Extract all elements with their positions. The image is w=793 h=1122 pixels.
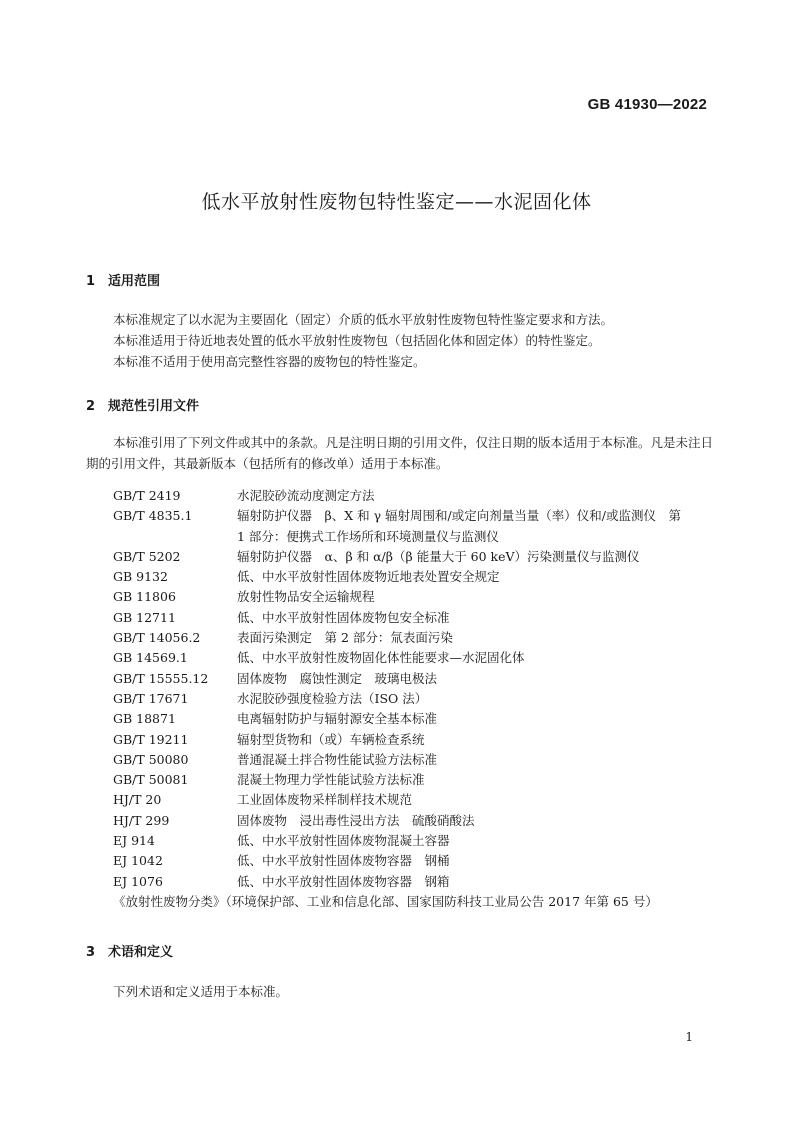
reference-item bbox=[86, 608, 726, 628]
reference-code: GB/T 50081 bbox=[113, 772, 189, 788]
section-title: 适用范围 bbox=[108, 274, 161, 289]
reference-item bbox=[86, 486, 726, 506]
reference-title-text: 辐射型货物和（或）车辆检查系统 bbox=[237, 731, 425, 747]
reference-title bbox=[237, 770, 726, 790]
normative-intro-text: 本标准引用了下列文件或其中的条款。凡是注明日期的引用文件，仅注日期的版本适用于本标准。凡是未注日期的引用文件，其最新版本（包括所有的修改单）适用于本标准。 bbox=[86, 435, 714, 471]
reference-title bbox=[237, 811, 726, 831]
standard-code: GB 41930—2022 bbox=[587, 96, 707, 113]
reference-code: GB/T 50080 bbox=[113, 751, 189, 767]
section-number: 1 bbox=[86, 274, 96, 289]
reference-code: GB/T 17671 bbox=[113, 690, 189, 706]
scope-paragraph: 本标准规定了以水泥为主要固化（固定）介质的低水平放射性废物包特性鉴定要求和方法。 bbox=[113, 312, 614, 327]
reference-title bbox=[237, 648, 726, 668]
reference-item bbox=[86, 547, 726, 567]
reference-item bbox=[86, 730, 726, 750]
reference-code: GB 11806 bbox=[113, 589, 176, 605]
reference-title-text: 固体废物 浸出毒性浸出方法 硫酸硝酸法 bbox=[237, 812, 475, 828]
reference-title bbox=[237, 486, 726, 506]
reference-item bbox=[86, 872, 726, 892]
reference-item bbox=[86, 669, 726, 689]
reference-item bbox=[86, 587, 726, 607]
reference-item bbox=[86, 506, 726, 547]
reference-title-text: 辐射防护仪器 β、X 和 γ 辐射周围和/或定向剂量当量（率）仪和/或监测仪 第 bbox=[237, 508, 681, 524]
normative-intro bbox=[86, 432, 716, 474]
scope-paragraphs bbox=[86, 309, 716, 372]
reference-title-text: 低、中水平放射性固体废物混凝土容器 bbox=[237, 833, 450, 849]
reference-title bbox=[237, 872, 726, 892]
reference-title bbox=[237, 790, 726, 810]
reference-title-text: 低、中水平放射性废物固化体性能要求—水泥固化体 bbox=[237, 650, 525, 666]
page-number: 1 bbox=[685, 1030, 693, 1044]
reference-title bbox=[237, 547, 726, 567]
reference-item bbox=[86, 831, 726, 851]
reference-item bbox=[86, 750, 726, 770]
reference-title bbox=[237, 628, 726, 648]
reference-title-text: 低、中水平放射性固体废物包安全标准 bbox=[237, 609, 450, 625]
reference-code: GB/T 19211 bbox=[113, 731, 189, 747]
section-heading-terms bbox=[86, 941, 173, 960]
reference-title-text: 辐射防护仪器 α、β 和 α/β（β 能量大于 60 keV）污染测量仪与监测仪 bbox=[237, 548, 640, 564]
reference-title bbox=[237, 669, 726, 689]
section-title: 术语和定义 bbox=[108, 945, 174, 960]
reference-title-text: 水泥胶砂流动度测定方法 bbox=[237, 488, 375, 503]
reference-title-text: 低、中水平放射性固体废物容器 钢箱 bbox=[237, 873, 450, 889]
reference-title-text: 固体废物 腐蚀性测定 玻璃电极法 bbox=[237, 670, 438, 686]
reference-code: GB 9132 bbox=[113, 569, 168, 585]
reference-item bbox=[86, 811, 726, 831]
reference-code: GB/T 2419 bbox=[113, 488, 181, 503]
section-number: 2 bbox=[86, 399, 96, 414]
reference-item-catalog: 《放射性废物分类》（环境保护部、工业和信息化部、国家国防科技工业局公告 2017 年第 65 号） bbox=[113, 893, 658, 909]
reference-title-text: 放射性物品安全运输规程 bbox=[237, 589, 375, 605]
reference-code: EJ 1042 bbox=[113, 853, 163, 869]
reference-title-text: 工业固体废物采样制样技术规范 bbox=[237, 792, 413, 808]
reference-code: HJ/T 20 bbox=[113, 792, 162, 808]
section-heading-normative-references bbox=[86, 395, 199, 414]
section-number: 3 bbox=[86, 945, 96, 960]
reference-title bbox=[237, 587, 726, 607]
reference-title-continuation: 1 部分：便携式工作场所和环境测量仪与监测仪 bbox=[237, 528, 499, 544]
reference-item bbox=[86, 790, 726, 810]
reference-item bbox=[86, 648, 726, 668]
reference-item bbox=[86, 689, 726, 709]
reference-title bbox=[237, 689, 726, 709]
section-title: 规范性引用文件 bbox=[108, 399, 200, 414]
reference-title-text: 混凝土物理力学性能试验方法标准 bbox=[237, 772, 425, 788]
reference-code: GB/T 14056.2 bbox=[113, 630, 201, 646]
reference-title bbox=[237, 730, 726, 750]
reference-code: EJ 1076 bbox=[113, 873, 163, 889]
reference-title-text: 表面污染测定 第 2 部分：氚表面污染 bbox=[237, 630, 453, 646]
reference-code: GB/T 4835.1 bbox=[113, 508, 193, 524]
reference-title-text: 电离辐射防护与辐射源安全基本标准 bbox=[237, 711, 438, 727]
reference-title bbox=[237, 709, 726, 729]
reference-item bbox=[86, 770, 726, 790]
reference-title bbox=[237, 567, 726, 587]
reference-title-text: 低、中水平放射性固体废物容器 钢桶 bbox=[237, 853, 450, 869]
reference-title bbox=[237, 831, 726, 851]
reference-list bbox=[86, 486, 726, 912]
reference-code: GB 18871 bbox=[113, 711, 176, 727]
reference-code: GB/T 5202 bbox=[113, 548, 181, 564]
reference-code: GB 14569.1 bbox=[113, 650, 188, 666]
reference-item bbox=[86, 851, 726, 871]
reference-code: GB/T 15555.12 bbox=[113, 670, 209, 686]
reference-title-text: 普通混凝土拌合物性能试验方法标准 bbox=[237, 751, 438, 767]
reference-item bbox=[86, 709, 726, 729]
terms-intro-text: 下列术语和定义适用于本标准。 bbox=[113, 984, 289, 999]
reference-title-text: 水泥胶砂强度检验方法（ISO 法） bbox=[237, 690, 428, 706]
document-title: 低水平放射性废物包特性鉴定——水泥固化体 bbox=[201, 191, 592, 213]
reference-code: GB 12711 bbox=[113, 609, 176, 625]
terms-intro bbox=[86, 981, 716, 1002]
reference-title bbox=[237, 608, 726, 628]
reference-title bbox=[237, 506, 726, 547]
reference-title bbox=[237, 851, 726, 871]
reference-code: EJ 914 bbox=[113, 833, 155, 849]
reference-item bbox=[86, 567, 726, 587]
section-heading-scope bbox=[86, 270, 160, 289]
scope-paragraph: 本标准适用于待近地表处置的低水平放射性废物包（包括固化体和固定体）的特性鉴定。 bbox=[113, 333, 601, 348]
scope-paragraph: 本标准不适用于使用高完整性容器的废物包的特性鉴定。 bbox=[113, 354, 426, 369]
reference-title-text: 低、中水平放射性固体废物近地表处置安全规定 bbox=[237, 569, 500, 585]
reference-title bbox=[237, 750, 726, 770]
reference-code: HJ/T 299 bbox=[113, 812, 170, 828]
reference-item bbox=[86, 628, 726, 648]
